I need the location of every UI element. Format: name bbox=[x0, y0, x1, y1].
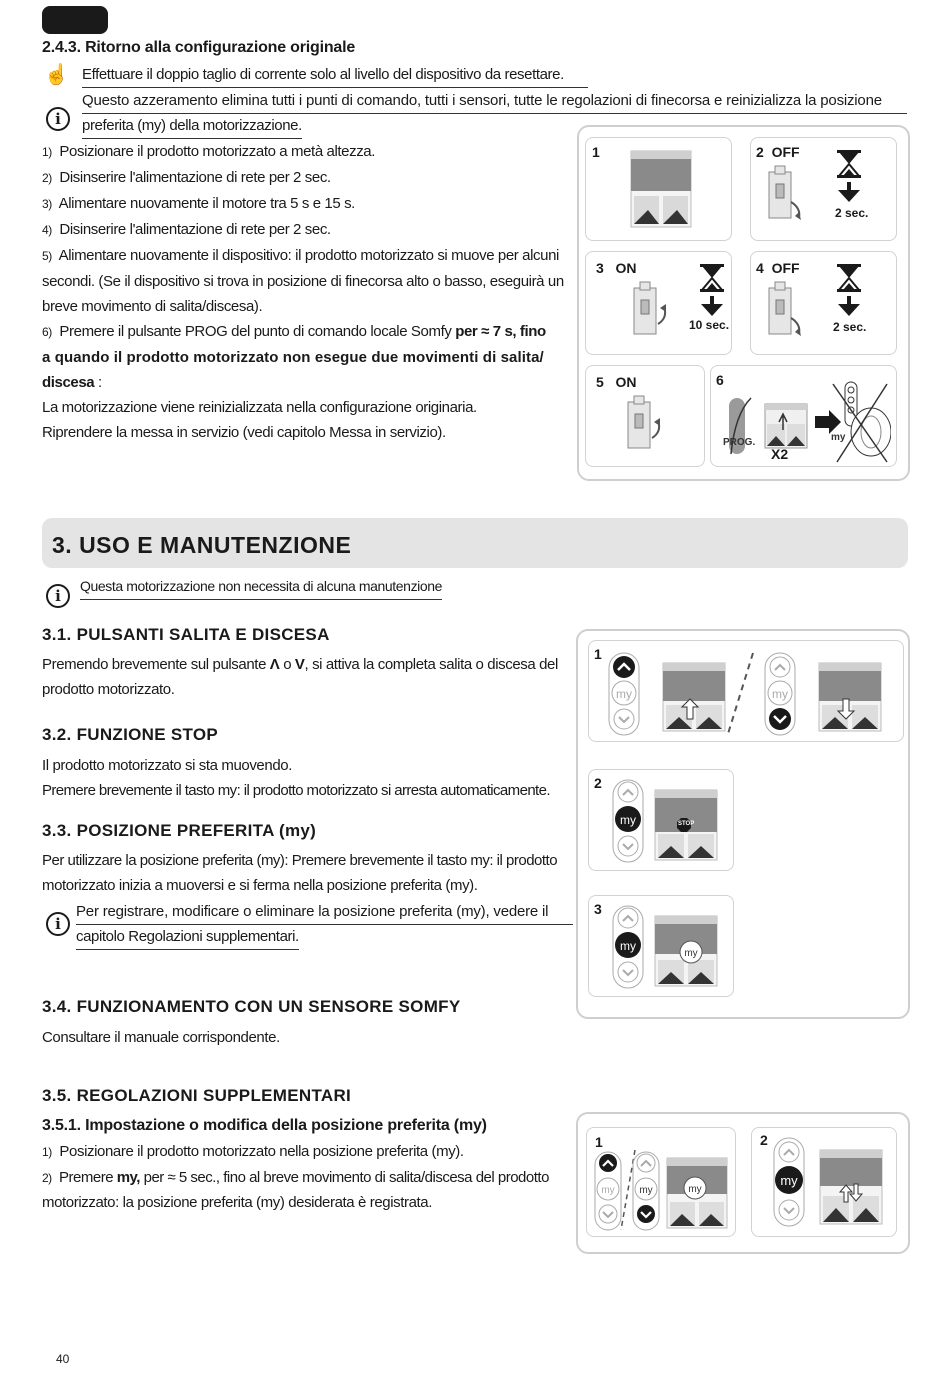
cell-number: 6 bbox=[716, 372, 724, 388]
section-3-2-line-2: Premere brevemente il tasto my: il prodotto motorizzato si arresta automaticamente. bbox=[42, 782, 550, 799]
cell-number: 1 bbox=[595, 1134, 603, 1150]
section-3-5-1-step-1: 1) Posizionare il prodotto motorizzato nella posizione preferita (my). bbox=[42, 1143, 464, 1160]
hourglass-icon bbox=[698, 264, 726, 318]
section-3-3-title: 3.3. POSIZIONE PREFERITA (my) bbox=[42, 821, 317, 840]
cell-number-label: 5 ON bbox=[596, 374, 637, 390]
cell-number: 2 bbox=[594, 775, 602, 791]
maintenance-note: Questa motorizzazione non necessita di alcuna manutenzione bbox=[80, 574, 442, 600]
section-3-4-title: 3.4. FUNZIONAMENTO CON UN SENSORE SOMFY bbox=[42, 997, 461, 1016]
section-3-5-1-step-2: 2) Premere my, per ≈ 5 sec., fino al breve movimento di salita/discesa del prodotto bbox=[42, 1169, 549, 1186]
reset-step-6-cell bbox=[710, 365, 897, 467]
my-setup-step-2-illustration bbox=[770, 1136, 892, 1232]
up-down-illustration bbox=[605, 649, 901, 739]
usage-step-2-cell bbox=[588, 769, 734, 871]
info-icon: i bbox=[46, 912, 70, 936]
info-icon: i bbox=[46, 584, 70, 608]
hand-note: Effettuare il doppio taglio di corrente solo al livello del dispositivo da resettare. bbox=[82, 62, 588, 88]
section-3-3-note-line-1: Per registrare, modificare o eliminare la posizione preferita (my), vedere il bbox=[76, 899, 573, 925]
prog-label: PROG. bbox=[723, 437, 756, 448]
reset-step-2-cell bbox=[750, 137, 897, 241]
hourglass-icon bbox=[835, 150, 863, 204]
cell-number-label: 4 OFF bbox=[756, 260, 800, 276]
cell-number-label: 2 OFF bbox=[756, 144, 800, 160]
step-1: 1) Posizionare il prodotto motorizzato a metà altezza. bbox=[42, 143, 376, 160]
step-2: 2) Disinserire l'alimentazione di rete per 2 sec. bbox=[42, 169, 331, 186]
svg-text:my: my bbox=[616, 687, 632, 701]
section-3-3-line-2: motorizzato inizia a muoversi e si ferma nella posizione preferita (my). bbox=[42, 877, 478, 894]
duration-label: 2 sec. bbox=[835, 206, 869, 220]
circuit-breaker-on-icon bbox=[632, 280, 678, 338]
duration-label: 10 sec. bbox=[689, 318, 730, 332]
step-5: 5) Alimentare nuovamente il dispositivo: il prodotto motorizzato si muove per alcuni bbox=[42, 247, 559, 264]
usage-step-3-cell bbox=[588, 895, 734, 997]
times-two-label: X2 bbox=[771, 446, 789, 462]
result-line-2: Riprendere la messa in servizio (vedi capitolo Messa in servizio). bbox=[42, 424, 446, 441]
section-3-title: 3. USO E MANUTENZIONE bbox=[52, 532, 352, 558]
section-3-1-title: 3.1. PULSANTI SALITA E DISCESA bbox=[42, 625, 330, 644]
steps-list bbox=[42, 139, 574, 445]
cell-number: 3 bbox=[594, 901, 602, 917]
cell-number: 1 bbox=[594, 646, 602, 662]
section-3-4-text: Consultare il manuale corrispondente. bbox=[42, 1029, 280, 1046]
my-label: my bbox=[831, 432, 846, 443]
usage-step-1-cell bbox=[588, 640, 904, 742]
stop-label: STOP bbox=[678, 821, 695, 827]
svg-text:my: my bbox=[620, 813, 636, 827]
svg-text:my: my bbox=[780, 1173, 798, 1188]
circuit-breaker-on-icon bbox=[626, 394, 672, 452]
step-6: 6) Premere il pulsante PROG del punto di comando locale Somfy per ≈ 7 s, fino bbox=[42, 323, 546, 340]
cell-number: 2 bbox=[760, 1132, 768, 1148]
svg-text:my: my bbox=[688, 1184, 702, 1195]
section-3-1-text: Premendo brevemente sul pulsante Λ o V, si attiva la completa salita o discesa del bbox=[42, 656, 558, 673]
duration-label: 2 sec. bbox=[833, 320, 867, 334]
section-3-5-title: 3.5. REGOLAZIONI SUPPLEMENTARI bbox=[42, 1086, 352, 1105]
hourglass-icon bbox=[835, 264, 863, 318]
section-3-2-title: 3.2. FUNZIONE STOP bbox=[42, 725, 219, 744]
my-setup-step-2-cell bbox=[751, 1127, 897, 1237]
svg-text:my: my bbox=[684, 948, 698, 959]
section-3-2-line-1: Il prodotto motorizzato si sta muovendo. bbox=[42, 757, 292, 774]
cell-number-label: 3 ON bbox=[596, 260, 637, 276]
circuit-breaker-off-icon bbox=[767, 164, 807, 222]
step-6-line-3: discesa : bbox=[42, 374, 102, 391]
my-setup-step-1-cell bbox=[586, 1127, 736, 1237]
section-3-1-text-line-2: prodotto motorizzato. bbox=[42, 681, 175, 698]
svg-text:my: my bbox=[639, 1185, 653, 1196]
info-icon: i bbox=[46, 107, 70, 131]
step-5-line-2: secondi. (Se il dispositivo si trova in posizione di finecorsa alto o basso, eseguirà un bbox=[42, 273, 564, 290]
section-3-3-note-line-2: capitolo Regolazioni supplementari. bbox=[76, 924, 299, 950]
svg-text:my: my bbox=[620, 939, 636, 953]
result-line-1: La motorizzazione viene reinizializzata nella configurazione originaria. bbox=[42, 399, 477, 416]
page-number: 40 bbox=[56, 1352, 70, 1366]
reset-step-3-cell bbox=[585, 251, 732, 355]
section-3-5-1-title: 3.5.1. Impostazione o modifica della posizione preferita (my) bbox=[42, 1117, 487, 1134]
roller-shade-half-icon bbox=[630, 150, 692, 228]
section-3-3-line-1: Per utilizzare la posizione preferita (my): Premere brevemente il tasto my: il prodotto bbox=[42, 852, 558, 869]
stop-illustration bbox=[609, 776, 729, 866]
reset-step-1-cell bbox=[585, 137, 732, 241]
step-3: 3) Alimentare nuovamente il motore tra 5 s e 15 s. bbox=[42, 195, 355, 212]
reset-step-4-cell bbox=[750, 251, 897, 355]
svg-text:my: my bbox=[601, 1185, 615, 1196]
info-note-line-2: preferita (my) della motorizzazione. bbox=[82, 113, 302, 139]
my-position-illustration bbox=[609, 902, 729, 992]
cell-number: 1 bbox=[592, 144, 600, 160]
circuit-breaker-off-icon bbox=[767, 280, 807, 338]
svg-text:my: my bbox=[772, 687, 788, 701]
step-6-line-2: a quando il prodotto motorizzato non esegue due movimenti di salita/ bbox=[42, 349, 544, 366]
section-tab bbox=[42, 6, 108, 34]
step-5-line-3: breve movimento di salita/discesa). bbox=[42, 298, 263, 315]
reset-step-5-cell bbox=[585, 365, 705, 467]
my-setup-step-1-illustration bbox=[591, 1150, 733, 1234]
prog-press-illustration bbox=[721, 376, 891, 464]
section-2-4-3-title: 2.4.3. Ritorno alla configurazione originale bbox=[42, 39, 356, 56]
section-3-5-1-step-2-line-2: motorizzato: la posizione preferita (my) desiderata è registrata. bbox=[42, 1194, 433, 1211]
info-note-line-1: Questo azzeramento elimina tutti i punti di comando, tutti i sensori, tutte le regolazioni di finecorsa e reinizializza la posizione bbox=[82, 88, 907, 114]
hand-icon: ☝ bbox=[44, 64, 69, 86]
step-4: 4) Disinserire l'alimentazione di rete per 2 sec. bbox=[42, 221, 331, 238]
